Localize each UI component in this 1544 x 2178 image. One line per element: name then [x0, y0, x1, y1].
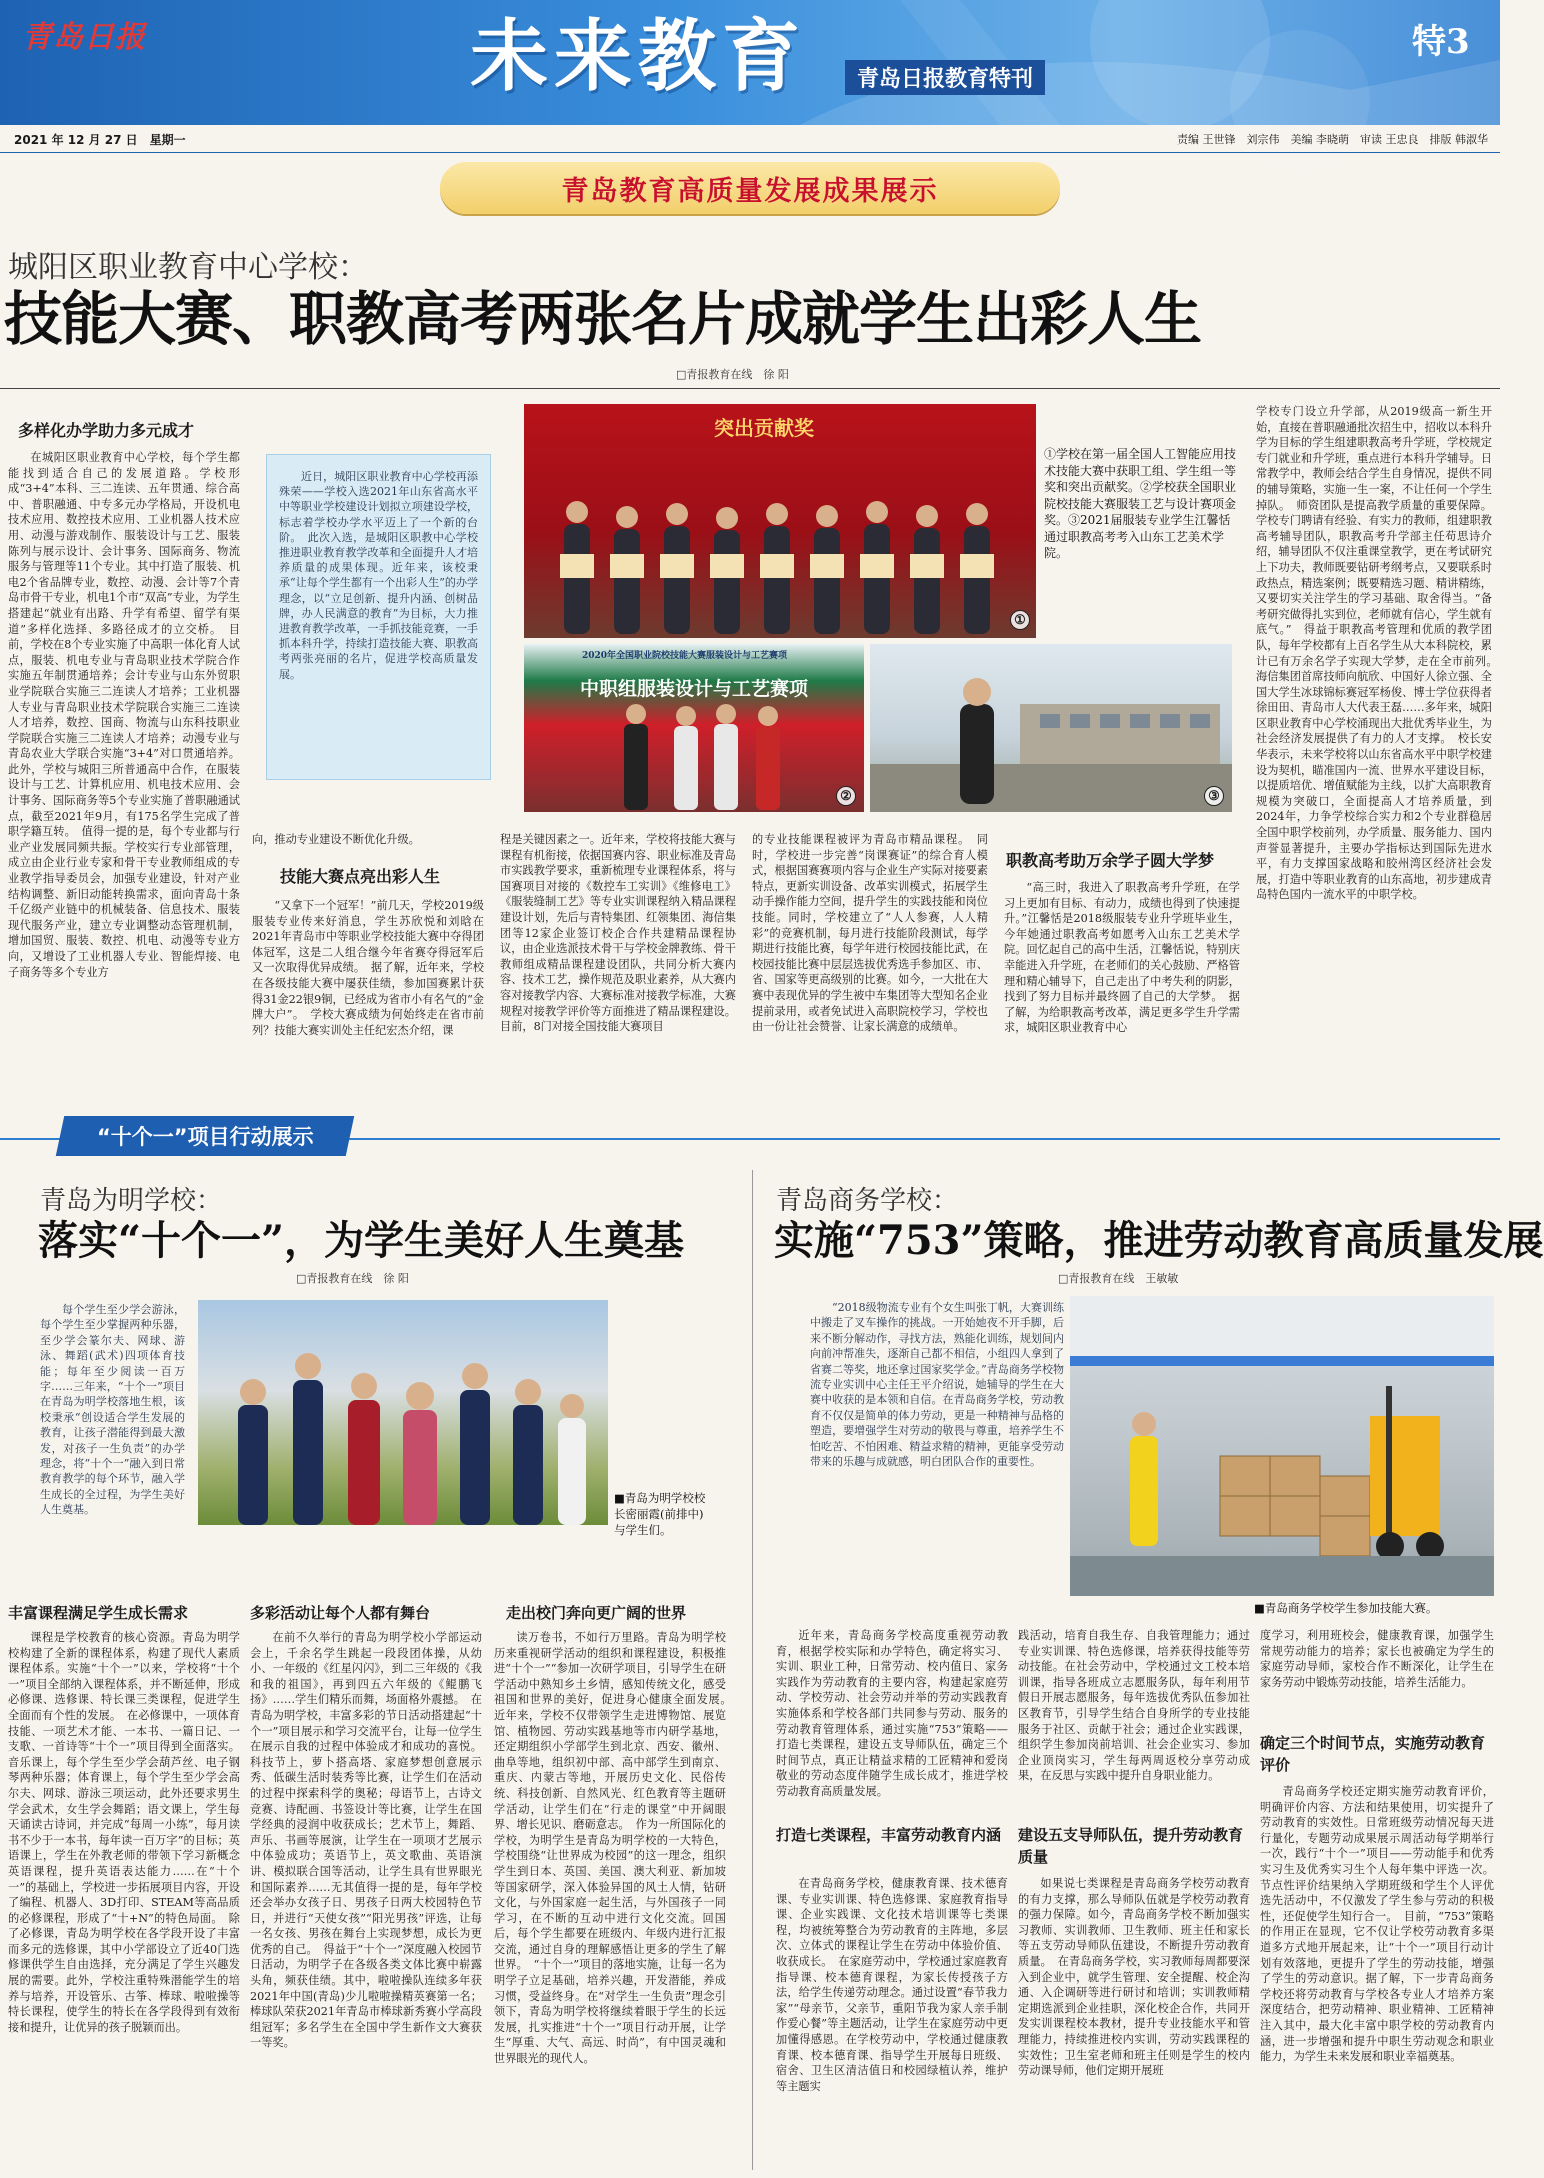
article1-section1-title: 多样化办学助力多元成才 [18, 421, 195, 440]
article3-kicker: 青岛商务学校： [776, 1186, 959, 1216]
article1-col6 [1256, 404, 1504, 1098]
vertical-divider [752, 1170, 753, 2170]
article2-col2-text: 在前不久举行的青岛为明学校小学部运动会上，千余名学生跳起一段段团体操，从幼小、一年级的《红星闪闪》，到二三年级的《我和我的祖国》，再到四五六年级的《鲲鹏飞扬》……学生们精乐而舞，场面格外震撼。 在青岛为明学校，丰富多彩的节日活动搭建起“十个一”项目展示和学习交流平台，让每一位学生在展示自我的过程中体验成才和成功的喜悦。科技节上，萝卜搭高塔、家庭梦想创意展示秀、低碳生活时装秀等比赛，让学生们在活动的过程中探索科学的奥秘；母语节上，古诗文竞赛、诗配画、书签设计等比赛，让学生在国学经典的浸润中收获成长；艺术节上，舞蹈、声乐、书画等展演，让学生在一项项才艺展示中体验成功；英语节上，英文歌曲、英语演讲、模拟联合国等活动，让学生具有世界眼光和国际素养……无其值得一提的是，每年学校还会举办女孩子日、男孩子日两大校园特色节日，并进行“天使女孩”“阳光男孩”评选，让每一名女孩、男孩在舞台上实现梦想，成长为更优秀的自己。 得益于“十个一”深度融入校园节日活动，为明学子在各级各类文体比赛中崭露头角，频获佳绩。其中，啦啦操队连续多年获2021年中国(青岛)少儿啦啦操精英赛第一名；棒球队荣获2021年青岛市棒球新秀赛小学高段组冠军；多名学生在全国中学生新作文大赛获一等奖。 [250, 1631, 482, 2050]
article3-byline: □青报教育在线 王敏敏 [1058, 1272, 1179, 1285]
article1-col2-tail [252, 832, 484, 850]
masthead-title: 未来教育 [470, 12, 807, 102]
photo-stage-people [524, 644, 864, 812]
masthead-subtitle: 青岛日报教育特刊 [845, 60, 1045, 95]
article2-col2 [250, 1630, 482, 2170]
article2-col3 [494, 1630, 738, 2170]
article3-col2-text: 践活动，培育自我生存、自我管理能力；通过专业实训课、特色选修课，培养获得技能等劳动技能。在社会劳动中，学校通过文工校本培训课，指导各班成立志愿服务队，每年利用节假日开展志愿服务，每年选拔优秀队伍参加社区教育节，引导学生结合自身所学的专业技能服务于社区、贡献于社会；通过企业实践课，组织学生参加岗前培训、社会企业实习、参加企业顶岗实习，学生每两周返校分享劳动成果，在反思与实践中提升自身职业能力。 [1018, 1629, 1250, 1783]
paper-logo: 青岛日报 [22, 20, 146, 55]
article3-col1b-text: 在青岛商务学校，健康教育课、技术德育课、专业实训课、特色选修课、家庭教育指导课、企业实践课、文化技术培训课等七类课程，均被统筹整合为劳动教育的主阵地，多层次、立体式的课程让学生在劳动中体验价值、收获成长。 在家庭劳动中，学校通过家庭教育指导课、校本德育课程，为家长传授孩子方法，给学生传递劳动理念。通过设置“春节我力家”“母亲节，父亲节，重阳节我为家人亲手制作爱心餐”等主题活动，让学生在家庭劳动中更加懂得感恩。在学校劳动中，学校通过健康教育课、校本德育课、指导学生开展每日班级、宿舍、卫生区清洁值日和校园绿植认养，维护等主题实 [776, 1877, 1008, 2093]
article2-byline: □青报教育在线 徐 阳 [296, 1272, 409, 1285]
photo-captions-text: ①学校在第一届全国人工智能应用技术技能大赛中获职工组、学生组一等奖和突出贡献奖。②学校获全国职业院校技能大赛服装工艺与设计赛项金奖。③2021届服装专业学生江馨恬通过职教高考考入山东工艺美术学院。 [1044, 447, 1237, 560]
article2-section2-title: 多彩活动让每个人都有舞台 [250, 1604, 431, 1622]
boxed-note-text: 近日，城阳区职业教育中心学校再添殊荣——学校入选2021年山东省高水平中等职业学校建设计划拟立项建设学校，标志着学校办学水平迈上了一个新的台阶。 此次入选，是城阳区职教中心学校推进职业教育教学改革和全面提升人才培养质量的成果体现。近年来，该校秉承“让每个学生都有一个出彩人生”的办学理念，以“立足创新、提升内涵、创树品牌，办人民满意的教育”为目标，大力推进教育教学改革，一手抓技能竞赛，一手抓本科升学，持续打造技能大赛、职教高考两张亮丽的名片，促进学校高质量发展。 [279, 470, 478, 681]
article3-col2b [1018, 1876, 1250, 2170]
article1-col1-text: 在城阳区职业教育中心学校，每个学生都能找到适合自己的发展道路。学校形成“3+4”本科、三二连读、五年贯通、综合高中、普职融通、中专多元办学格局，开设机电技术应用、数控技术应用、工业机器人技术应用、动漫与游戏制作、服装设计与工艺、服装陈列与展示设计、会计事务、国际商务、物流服务与管理等11个专业。其中打造了服装、机电2个省品牌专业，数控、动漫、会计等7个青岛市骨干专业，机电1个市“双高”专业，为学生搭建起“就业有出路、升学有希望、留学有渠道”多样化选择、多路径成才的立交桥。 目前，学校在8个专业实施了中高职一体化育人试点，服装、机电专业与青岛职业技术学院合作实施五年制贯通培养；会计专业与山东外贸职业学院联合实施三二连读人才培养；工业机器人专业与青岛职业技术学院联合实施三二连读人才培养，数控、国商、物流与山东科技职业学院联合实施三二连读人才培养；动漫专业与青岛农业大学联合实施“3+4”对口贯通培养。此外，学校与城阳三所普通高中合作，在服装设计与工艺、计算机应用、机电技术应用、会计事务、国际商务等5个专业实施了普职融通试点，截至2021年9月，有175名学生完成了普职学籍互转。 值得一提的是，每个专业都与行业产业发展同频共振。学校实行专业部管理，成立由企业行业专家和骨干专业教师组成的专业教学指导委员会，加强专业建设，针对产业结构调整、新旧动能转换需求，面向青岛十条千亿级产业链中的机械装备、信息技术、服装现代服务产业，建立专业调整动态管理机制，增加国贸、服装、数控、机电、动漫等专业方向，又增设了工业机器人专业、智能焊接、电子商务等多个专业方 [8, 451, 240, 979]
article2-col1 [8, 1630, 240, 2170]
article3-headline: 实施“753”策略，推进劳动教育高质量发展 [774, 1217, 1544, 1264]
article1-col2 [252, 898, 484, 1098]
article1-photo-award [524, 404, 1036, 638]
article1-col3 [500, 832, 736, 1098]
article3-col1 [776, 1628, 1008, 1804]
article1-photo-student [870, 644, 1232, 812]
article1-col4 [752, 832, 988, 1098]
article1-section2-title: 技能大赛点亮出彩人生 [280, 867, 441, 886]
article3-section2-title [1018, 1824, 1250, 1868]
article1-col4-text: 的专业技能课程被评为青岛市精品课程。 同时，学校进一步完善“岗课赛证”的综合育人模式，根据国赛赛项内容与企业生产实际对接要素特点，更新实训设备、改革实训模式，拓展学生动手操作能力空间，提升学生的实践技能和岗位技能。同时，学校建立了“人人参赛，人人精彩”的竞赛机制，每月进行技能阶段测试，每学期进行技能比赛，每学年进行校园技能比武，在校园技能比赛中层层选拔优秀选手参加区、市、省、国家等更高级别的比赛。如今，一大批在大赛中表现优异的学生被中车集团等大型知名企业提前录用，或者免试进入高职院校学习，学校也由一份让社会赞誉、让家长满意的成绩单。 [752, 833, 988, 1034]
article3-col2b-text: 如果说七类课程是青岛商务学校劳动教育的有力支撑，那么导师队伍就是学校劳动教育的强力保障。如今，青岛商务学校不断加强实习教师、实训教师、卫生教师、班主任和家长等五支劳动导师队伍建设，不断提升劳动教育质量。 在青岛商务学校，实习教师每周都要深入到企业中，就学生管理、安全提醒、校企沟通、入企调研等进行研讨和培训；实训教师精定期选派到企业挂职，深化校企合作，共同开发实训课程校本教材，提升专业技能水平和管理能力，持续推进校内实训，劳动实践课程的实效性；卫生室老师和班主任则是学生的校内劳动课导师，他们定期开展班 [1018, 1877, 1250, 2078]
article1-col1 [8, 450, 240, 1098]
photo-stage-caption: 2020年全国职业院校技能大赛服装设计与工艺赛项 [582, 651, 788, 661]
article1-boxed-note [266, 454, 491, 780]
article3-col3-text: 度学习，利用班校会，健康教育课，加强学生常规劳动能力的培养；家长也被确定为学生的家庭劳动导师，家校合作不断深化，让学生在家务劳动中锻炼劳动技能，培养生活能力。 [1260, 1629, 1494, 1689]
article3-section1-title-text: 打造七类课程，丰富劳动教育内涵 [776, 1826, 1002, 1844]
article3-intro-text: “2018级物流专业有个女生叫张丁帆，大赛训练中搬走了叉车操作的挑战。一开始她夜不开手脚，后来不断分解动作，寻找方法，熟能化训练，规划间内向前冲帮准失，逐渐自己都不相信，小组四人拿到了省赛二等奖，地还拿过国家奖学金。”青岛商务学校物流专业实训中心主任王平介绍说，她辅导的学生在大赛中收获的是本领和自信。在青岛商务学校，劳动教育不仅仅是简单的体力劳动，更是一种精神与品格的塑造，要增强学生对劳动的敬畏与尊重，培养学生不怕吃苦、不怕困难、精益求精的精神，更能享受劳动带来的乐趣与成就感，明白团队合作的重要性。 [810, 1301, 1064, 1469]
article1-col2-text: “又拿下一个冠军！”前几天，学校2019级服装专业传来好消息，学生苏欣悦和刘晗在2021年青岛市中等职业学校技能大赛中夺得团体冠军，这是二人组合继今年省赛夺得冠军后又一次取得优异成绩。 据了解，近年来，学校在各级技能大赛中屡获佳绩，参加国赛累计获得31金22银9铜，已经成为省市小有名气的“金牌大户”。 学校大赛成绩为何始终走在省市前列？技能大赛实训处主任纪宏杰介绍，课 [252, 899, 484, 1037]
article2-section1-title: 丰富课程满足学生成长需求 [8, 1604, 189, 1622]
article3-section3-title-text: 确定三个时间节点，实施劳动教育评价 [1260, 1734, 1486, 1774]
article1-photo-stage [524, 644, 864, 812]
article3-intro [810, 1300, 1064, 1576]
masthead [0, 0, 1500, 125]
article2-col1-text: 课程是学校教育的核心资源。青岛为明学校构建了全新的课程体系，构建了现代人素质课程体系。实施“十个一”以来，学校将“十个一”项目全部纳入课程体系，并不断延伸，形成必修课、选修课、特长课三类课程，促进学生全面而有个性的发展。 在必修课中，一项体育技能、一项艺术才能、一本书、一篇日记、一支歌、一首诗等“十个一”项目得到全面落实。音乐课上，每个学生至少学会葫芦丝、电子钢琴两种乐器；体育课上，每个学生至少学会高尔夫、网球、游泳三项运动，此外还要求男生学会武术，女生学会舞蹈；语文课上，学生每天诵读古诗词，并完成“每周一小练”，每月读书不少于一本书，每年读一百万字”的目标；英语课上，学生在外教老师的带领下学习新概念英语课程，提升英语表达能力……在“十个一”的基础上，学校进一步拓展项目内容，开设了编程、机器人、3D打印、STEAM等高品质的必修课程，形成了“十+N”的特色局面。 除了必修课，青岛为明学校在各学段开设了丰富而多元的选修课，其中小学部设立了近40门选修课供学生自由选择，充分满足了学生兴趣发展的需要。此外，学校注重特殊潜能学生的培养与培养，开设管乐、古筝、棒球、啦啦操等特长课程，使学生的特长在各学段得到有效衔接和提升，让优异的孩子脱颖而出。 [8, 1631, 240, 2034]
article3-photo-caption: ■青岛商务学校学生参加技能大赛。 [1254, 1601, 1438, 1615]
photo-students-group [198, 1300, 608, 1525]
photo-award-text: 突出贡献奖 [714, 416, 814, 440]
article3-col1-text: 近年来，青岛商务学校高度重视劳动教育，根据学校实际和办学特色，确定将实习、实训、职业工种，日常劳动、校内值日、家务实践作为劳动教育的主要内容，构建起家庭劳动、学校劳动、社会劳动并举的劳动实践教育实施体系和学校各部门共同参与劳动、服务的劳动教育管理体系，通过实施“753”策略——打造七类课程，建设五支导师队伍，确定三个时间节点，真正让精益求精的工匠精神和爱岗敬业的劳动态度伴随学生成长成才，推进学校劳动教育高质量发展。 [776, 1629, 1008, 1798]
article1-col3-text: 程是关键因素之一。近年来，学校将技能大赛与课程有机衔接，依据国赛内容、职业标准及青岛市实践教学要求，重新梳理专业课程体系，将与国赛项目对接的《数控车工实训》《维修电工》《服装缝制工艺》等专业实训课程纳入精品课程建设计划，先后与青特集团、红领集团、海信集团等12家企业签订校企合作共建精品课程协议，由企业选派技术骨干与学校金牌教练、骨干教师组成精品课程建设团队，共同分析大赛内容、技术工艺，操作规范及职业素养，从大赛内容对接教学内容、大赛标准对接教学标准，大赛规程对接教学评价等方面推进了精品课程建设。目前，8门对接全国技能大赛项目 [500, 833, 736, 1034]
boxed-note-body [279, 469, 478, 769]
photo-warehouse-forklift [1070, 1296, 1494, 1596]
article3-col3b [1260, 1784, 1494, 2170]
divider [0, 388, 1500, 389]
article3-col3b-text: 青岛商务学校还定期实施劳动教育评价，明确评价内容、方法和结果使用，切实提升了劳动教育的实效性。日常班级劳动情况每天进行量化，专题劳动成果展示周活动每学期举行一次，践行“十个一”项目——劳动能手和优秀实习生及优秀实习生个人每年集中评选一次。节点性评价结果纳入学期班级和学生个人评优选先活动中，不仅激发了学生参与劳动的积极性，还促使学生知行合一。 目前，“753”策略的作用正在显现，它不仅让学校劳动教育多渠道多方式地开展起来，让“十个一”项目行动计划有效落地，更提升了学生的劳动技能，增强了学生的劳动意识。据了解，下一步青岛商务学校还将劳动教育与学校各专业人才培养方案深度结合，把劳动精神、职业精神、工匠精神注入其中，最大化丰富中职学校的劳动教育内涵，进一步增强和提升中职生劳动观念和职业能力，为学生未来发展和职业幸福奠基。 [1260, 1785, 1494, 2064]
banner-mid-text: “十个一”项目行动展示 [96, 1125, 314, 1149]
article1-byline: □青报教育在线 徐 阳 [676, 368, 789, 381]
article3-section1-title [776, 1824, 1008, 1846]
banner-top [440, 162, 1060, 214]
photo-stage-text: 中职组服装设计与工艺赛项 [580, 678, 809, 700]
dateline [0, 125, 1500, 153]
article1-col6-text: 学校专门设立升学部，从2019级高一新生开始，直接在普职融通批次招生中，招收以本科升学为目标的学生组建职教高考升学班，学校规定专门就业和升学班，重点进行本科升学辅导。日常教学中，教师会结合学生自身情况，提供不同的辅导策略，实施一生一案，不让任何一个学生掉队。 师资团队是提高教学质量的重要保障。学校专门聘请有经验、有实力的教师，组建职教高考辅导团队，职教高考升学部主任苟思诗介绍，辅导团队不仅注重课堂教学，更在考试研究上下功夫，教师既要钻研考纲考点，又要联系时政热点，精选案例；既要精选习题、精讲精练，又要切实关注学生的学习基础、取舍得当。“备考研究做得扎实到位，老师就有信心，学生就有底气。” 得益于职教高考管理和优质的教学团队，每年学校都有上百名学生从大本科院校，累计已有万余名学子实现大学梦，走在全市前列。 海信集团首席技师向航欣、中国好人徐立强、全国大学生冰球锦标赛冠军杨俊、博士学位获得者徐田田、青岛市人大代表王磊……多年来，城阳区职业教育中心学校涌现出大批优秀毕业生，为社会经济发展提供了有力的人才支撑。 校长安华表示，未来学校将以山东省高水平中职学校建设为契机，瞄准国内一流、世界水平建设目标，以提质培优、增值赋能为主线，以扩大高职教育规模为突破口，全面提高人才培养质量，到2024年，力争学校综合实力和2个专业群稳居全国中职学校前列，办学质量、服务能力、国内声誉显著提升，主要办学指标达到国际先进水平，有力支撑国家战略和胶州湾区经济社会发展，打造中等职业教育的山东高地，初步建成青岛特色国内一流水平的中职学校。 [1256, 405, 1504, 902]
article2-section3-title: 走出校门奔向更广阔的世界 [506, 1604, 687, 1622]
article3-section2-title-text: 建设五支导师队伍，提升劳动教育质量 [1018, 1826, 1244, 1866]
article2-intro-text: 每个学生至少学会游泳，每个学生至少掌握两种乐器，至少学会篆尔夫、网球、游泳、舞蹈(武术)四项体育技能；每年至少阅读一百万字……三年来，“十个一”项目在青岛为明学校落地生根，该校秉承“创设适合学生发展的教育，让孩子潜能得到最大激发，对孩子一生负责”的办学理念，将“十个一”融入到日常教育教学的每个环节，融入学生成长的全过程，为学生美好人生奠基。 [40, 1303, 185, 1517]
banner-mid [56, 1116, 355, 1156]
article1-col5 [1004, 880, 1240, 1098]
article3-section3-title [1260, 1732, 1494, 1776]
banner-top-text: 青岛教育高质量发展成果展示 [561, 175, 939, 207]
article3-col1b [776, 1876, 1008, 2170]
article1-col5-text: “高三时，我进入了职教高考升学班，在学习上更加有目标、有动力，成绩也得到了快速提升。”江馨恬是2018级服装专业升学班毕业生，今年她通过职教高考如愿考入山东工艺美术学院。回忆起自己的高中生活，江馨恬说，特别庆幸能进入升学班，在老师们的关心鼓励、严格管理和精心辅导下，自己走出了中考失利的阴影，找到了努力目标并最终圆了自己的大学梦。 据了解，为给职教高考改革，满足更多学生升学需求，城阳区职业教育中心 [1004, 881, 1240, 1035]
article1-photo-captions [1044, 446, 1240, 626]
article2-photo-caption: ■青岛为明学校校长密丽霞(前排中)与学生们。 [614, 1491, 706, 1537]
photo-campus-building [870, 644, 1232, 812]
photo-people-figures [524, 404, 1036, 638]
article1-section3-title: 职教高考助万余学子圆大学梦 [1006, 851, 1215, 870]
article3-col3 [1260, 1628, 1494, 1728]
article2-headline: 落实“十个一”，为学生美好人生奠基 [38, 1217, 685, 1264]
article2-kicker: 青岛为明学校： [40, 1186, 223, 1216]
article1-headline: 技能大赛、职教高考两张名片成就学生出彩人生 [4, 285, 1202, 353]
page-label: 特3 [1412, 22, 1470, 62]
article1-kicker: 城阳区职业教育中心学校： [8, 250, 368, 285]
col2-tail-text: 向，推动专业建设不断优化升级。 [252, 833, 420, 846]
staff-credits: 责编 王世锋 刘宗伟 美编 李晓萌 审读 王忠良 排版 韩淑华 [1177, 133, 1488, 146]
photo-number-2: ② [836, 786, 856, 806]
article3-col2 [1018, 1628, 1250, 1804]
photo-number-3: ③ [1204, 786, 1224, 806]
article2-col3-text: 读万卷书，不如行万里路。青岛为明学校历来重视研学活动的组织和课程建设，积极推进“十个一”“参加一次研学项目，引导学生在研学活动中熟知乡土乡情，感知传统文化，感受祖国和世界的美好，促进身心健康全面发展。 近年来，学校不仅带领学生走进博物馆、展览馆、植物园、劳动实践基地等市内研学基地，还定期组织小学部学生到北京、西安、徽州、曲阜等地，组织初中部、高中部学生到南京、重庆、内蒙古等地，开展历史文化、民俗传统、科技创新、自然风光、红色教育等主题研学活动，让学生们在“行走的课堂”中开阔眼界、增长见识、磨砺意志。 作为一所国际化的学校，为明学生是青岛为明学校的一大特色，学校围绕“让世界成为校园”的这一理念，组织学生到日本、英国、美国、澳大利亚、新加坡等国家研学，深入体验异国的风土人情，钻研文化，与外国家庭一起生活，与外国孩子一同学习，在不断的互动中进行文化交流。回国后，每个学生都要在班级内、年级内进行汇报交流，通过自身的理解感悟让更多的学生了解世界。 “十个一”项目的落地实施，让每一名为明学子立足基础，培养兴趣，开发潜能，养成习惯，受益终身。在“对学生一生负责”理念引领下，青岛为明学校将继续着眼于学生的长远发展，扎实推进“十个一”项目行动开展，让学生“厚重、大气、高远、时尚”，有中国灵魂和世界眼光的现代人。 [494, 1631, 738, 2066]
photo-number-1: ① [1010, 610, 1030, 630]
issue-date: 2021 年 12 月 27 日 星期一 [14, 133, 186, 147]
article3-photo [1070, 1296, 1494, 1596]
article2-intro [40, 1302, 185, 1548]
article2-photo [198, 1300, 608, 1525]
